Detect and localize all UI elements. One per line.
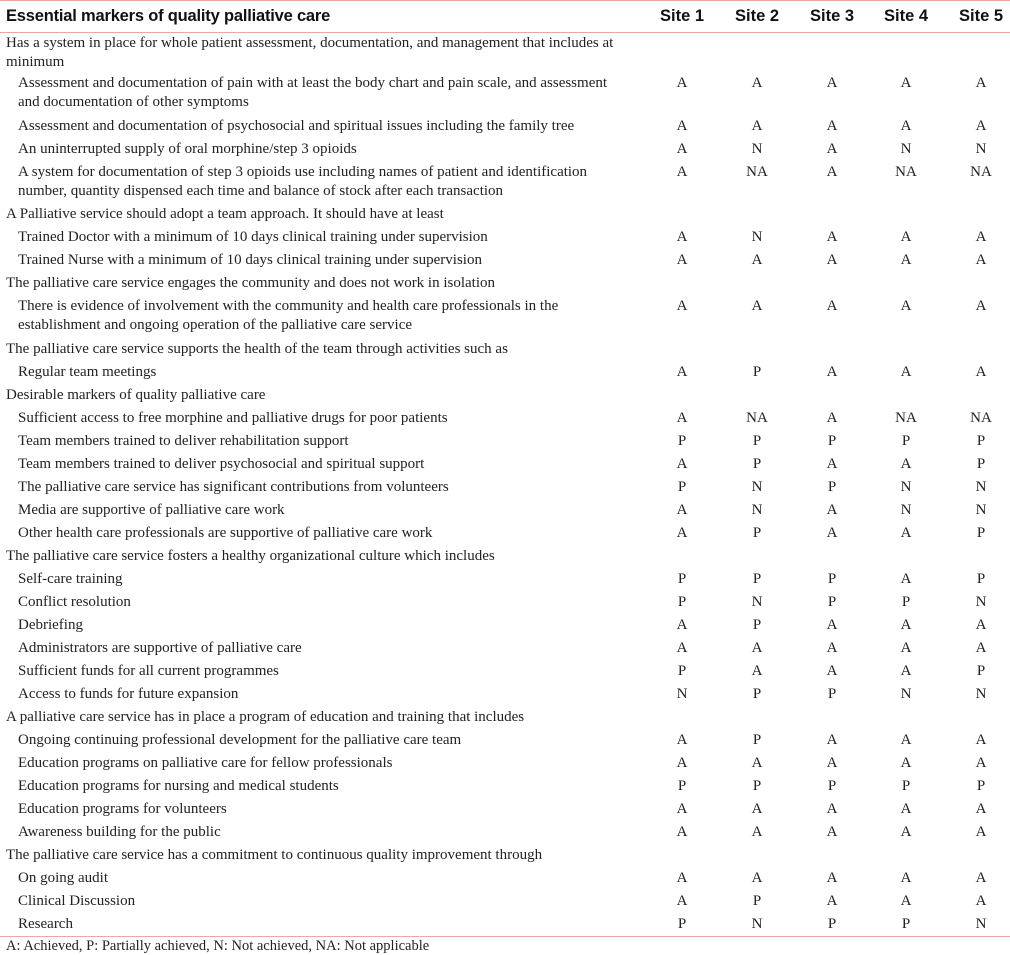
site-1-value: N [676,686,688,702]
table-header [0,2,1010,32]
site-1-value: A [676,801,688,817]
site-4-value: NA [895,410,917,426]
table-row [0,616,1010,635]
table-footnote: A: Achieved, P: Partially achieved, N: Not achieved, NA: Not applicable [6,938,430,954]
site-4-value: N [900,479,912,495]
site-3-value: A [826,410,838,426]
site-3-value: P [827,778,837,794]
site-2-header: Site 2 [734,7,780,25]
site-5-value: A [975,75,987,91]
site-1-header: Site 1 [659,7,705,25]
table-row [0,140,1010,159]
table-row [0,409,1010,428]
site-5-value: A [975,640,987,656]
site-5-value: A [975,755,987,771]
site-3-value: A [826,525,838,541]
site-5-value: A [975,617,987,633]
site-1-value: P [677,571,687,587]
table-row [0,754,1010,773]
table-row [0,297,1010,335]
site-4-value: A [900,252,912,268]
section-heading-row [0,846,1010,865]
table-top-rule [0,0,1010,1]
site-1-value: P [677,916,687,932]
table-header-title: Essential markers of quality palliative care [6,7,331,25]
row-label: On going audit [18,870,108,886]
table-row [0,639,1010,658]
site-2-value: P [752,893,762,909]
site-2-value: N [751,916,763,932]
site-2-value: P [752,732,762,748]
site-4-value: A [900,229,912,245]
site-5-value: P [976,433,986,449]
site-3-value: A [826,502,838,518]
site-2-value: P [752,571,762,587]
site-5-value: A [975,801,987,817]
site-5-value: A [975,252,987,268]
row-label: Team members trained to deliver psychosocial and spiritual support [18,456,425,472]
site-2-value: P [752,433,762,449]
row-label: Education programs for nursing and medical students [18,778,339,794]
site-5-value: A [975,298,987,314]
site-3-value: A [826,801,838,817]
site-2-value: N [751,229,763,245]
site-3-value: P [827,571,837,587]
site-1-value: A [676,870,688,886]
site-4-value: P [901,916,911,932]
site-5-value: N [975,686,987,702]
site-3-value: A [826,298,838,314]
site-1-value: P [677,479,687,495]
section-heading-row [0,386,1010,405]
site-4-value: A [900,640,912,656]
site-1-value: A [676,75,688,91]
site-4-value: A [900,732,912,748]
table-row [0,570,1010,589]
site-2-value: P [752,617,762,633]
table-row [0,892,1010,911]
row-label: Trained Doctor with a minimum of 10 days clinical training under supervision [18,229,488,245]
site-1-value: A [676,502,688,518]
site-3-value: A [826,755,838,771]
site-3-value: A [826,164,838,180]
row-label: There is evidence of involvement with the community and health care professionals in the establishment and ongoing operation of the palliative care service [18,298,559,333]
site-1-value: P [677,778,687,794]
site-3-value: A [826,663,838,679]
row-label: Conflict resolution [18,594,131,610]
site-1-value: A [676,824,688,840]
site-4-value: A [900,663,912,679]
row-label: Clinical Discussion [18,893,136,909]
table-row [0,74,1010,112]
site-1-value: A [676,141,688,157]
site-5-value: A [975,364,987,380]
table-row [0,117,1010,136]
table-row [0,455,1010,474]
row-label: Awareness building for the public [18,824,221,840]
site-3-value: P [827,686,837,702]
section-heading-row [0,547,1010,566]
section-heading-row [0,34,1010,72]
site-4-value: A [900,364,912,380]
site-2-value: A [751,118,763,134]
site-4-value: N [900,141,912,157]
site-1-value: A [676,364,688,380]
row-label: Access to funds for future expansion [18,686,239,702]
site-1-value: A [676,640,688,656]
site-1-value: A [676,525,688,541]
site-5-value: A [975,118,987,134]
row-label: Assessment and documentation of psychosocial and spiritual issues including the family tree [18,118,575,134]
site-4-value: A [900,118,912,134]
site-4-value: NA [895,164,917,180]
site-4-value: N [900,502,912,518]
section-heading: The palliative care service has a commitment to continuous quality improvement through [6,847,543,863]
table-row [0,228,1010,247]
row-label: The palliative care service has significant contributions from volunteers [18,479,449,495]
site-3-value: A [826,640,838,656]
table-row [0,731,1010,750]
table-row [0,662,1010,681]
site-3-value: A [826,229,838,245]
table-bottom-rule [0,936,1010,937]
site-5-header: Site 5 [958,7,1004,25]
site-5-value: P [976,525,986,541]
site-2-value: A [751,298,763,314]
site-2-value: NA [746,164,768,180]
table-row [0,163,1010,201]
section-heading: The palliative care service fosters a healthy organizational culture which includes [6,548,495,564]
site-3-value: A [826,75,838,91]
site-2-value: A [751,663,763,679]
site-4-value: N [900,686,912,702]
site-2-value: N [751,479,763,495]
site-4-value: A [900,824,912,840]
site-2-value: A [751,75,763,91]
site-3-value: P [827,916,837,932]
site-4-value: P [901,433,911,449]
table-row [0,777,1010,796]
site-5-value: N [975,479,987,495]
site-3-value: A [826,141,838,157]
site-3-header: Site 3 [809,7,855,25]
site-5-value: NA [970,410,992,426]
site-4-value: P [901,594,911,610]
table-row [0,685,1010,704]
table-row [0,363,1010,382]
site-2-value: A [751,755,763,771]
table-row [0,593,1010,612]
site-4-value: P [901,778,911,794]
site-5-value: P [976,663,986,679]
site-3-value: A [826,118,838,134]
row-label: An uninterrupted supply of oral morphine/step 3 opioids [18,141,357,157]
site-4-value: A [900,456,912,472]
site-1-value: A [676,298,688,314]
site-2-value: NA [746,410,768,426]
site-2-value: A [751,870,763,886]
row-label: Regular team meetings [18,364,157,380]
site-4-value: A [900,801,912,817]
row-label: Sufficient funds for all current programmes [18,663,279,679]
site-1-value: A [676,732,688,748]
site-3-value: A [826,824,838,840]
site-4-value: A [900,75,912,91]
section-heading-row [0,274,1010,293]
site-1-value: A [676,456,688,472]
row-label: Team members trained to deliver rehabilitation support [18,433,349,449]
site-5-value: NA [970,164,992,180]
section-heading-row [0,708,1010,727]
site-3-value: P [827,479,837,495]
site-1-value: P [677,433,687,449]
site-2-value: N [751,502,763,518]
site-3-value: A [826,617,838,633]
site-3-value: A [826,252,838,268]
table-row [0,800,1010,819]
site-4-value: A [900,755,912,771]
site-2-value: A [751,640,763,656]
site-2-value: P [752,525,762,541]
row-label: Self-care training [18,571,123,587]
section-heading-row [0,205,1010,224]
site-5-value: A [975,824,987,840]
section-heading: A palliative care service has in place a program of education and training that includes [6,709,525,725]
site-1-value: A [676,617,688,633]
site-5-value: N [975,594,987,610]
site-4-value: A [900,298,912,314]
table-row [0,915,1010,934]
site-5-value: P [976,778,986,794]
site-2-value: P [752,456,762,472]
site-5-value: A [975,870,987,886]
site-4-header: Site 4 [883,7,929,25]
site-1-value: A [676,410,688,426]
site-3-value: A [826,870,838,886]
site-5-value: A [975,229,987,245]
table-row [0,432,1010,451]
section-heading-row [0,340,1010,359]
table-row [0,501,1010,520]
section-heading: The palliative care service supports the health of the team through activities such as [6,341,508,357]
site-3-value: P [827,594,837,610]
section-heading: Desirable markers of quality palliative care [6,387,266,403]
site-1-value: P [677,663,687,679]
site-4-value: A [900,617,912,633]
row-label: Sufficient access to free morphine and palliative drugs for poor patients [18,410,448,426]
site-1-value: A [676,118,688,134]
site-3-value: A [826,732,838,748]
site-4-value: A [900,525,912,541]
site-2-value: A [751,252,763,268]
table-row [0,524,1010,543]
site-1-value: A [676,755,688,771]
site-2-value: P [752,364,762,380]
row-label: Ongoing continuing professional development for the palliative care team [18,732,462,748]
section-heading: A Palliative service should adopt a team approach. It should have at least [6,206,444,222]
site-4-value: A [900,893,912,909]
site-4-value: A [900,870,912,886]
site-3-value: A [826,893,838,909]
table-row [0,823,1010,842]
row-label: Education programs on palliative care for fellow professionals [18,755,393,771]
row-label: Media are supportive of palliative care work [18,502,285,518]
site-2-value: N [751,141,763,157]
site-5-value: A [975,732,987,748]
site-2-value: A [751,801,763,817]
row-label: Debriefing [18,617,83,633]
site-1-value: P [677,594,687,610]
site-5-value: N [975,141,987,157]
site-3-value: A [826,364,838,380]
site-5-value: P [976,456,986,472]
site-5-value: P [976,571,986,587]
section-heading: The palliative care service engages the community and does not work in isolation [6,275,496,291]
site-2-value: A [751,824,763,840]
site-1-value: A [676,229,688,245]
row-label: Research [18,916,73,932]
table-row [0,251,1010,270]
row-label: Assessment and documentation of pain with at least the body chart and pain scale, and assessment and documentation of other symptoms [18,75,608,110]
table-row [0,478,1010,497]
site-1-value: A [676,252,688,268]
row-label: Administrators are supportive of palliative care [18,640,302,656]
row-label: Trained Nurse with a minimum of 10 days clinical training under supervision [18,252,482,268]
table-row [0,869,1010,888]
site-5-value: A [975,893,987,909]
site-2-value: P [752,686,762,702]
row-label: A system for documentation of step 3 opioids use including names of patient and identification number, quantity dispensed each time and balance of stock after each transaction [18,164,588,199]
row-label: Education programs for volunteers [18,801,227,817]
row-label: Other health care professionals are supportive of palliative care work [18,525,433,541]
site-3-value: P [827,433,837,449]
site-1-value: A [676,164,688,180]
site-2-value: N [751,594,763,610]
site-3-value: A [826,456,838,472]
section-heading: Has a system in place for whole patient assessment, documentation, and management that includes at minimum [6,35,614,70]
site-4-value: A [900,571,912,587]
site-2-value: P [752,778,762,794]
site-1-value: A [676,893,688,909]
table-header-rule [0,32,1010,33]
site-5-value: N [975,916,987,932]
site-5-value: N [975,502,987,518]
